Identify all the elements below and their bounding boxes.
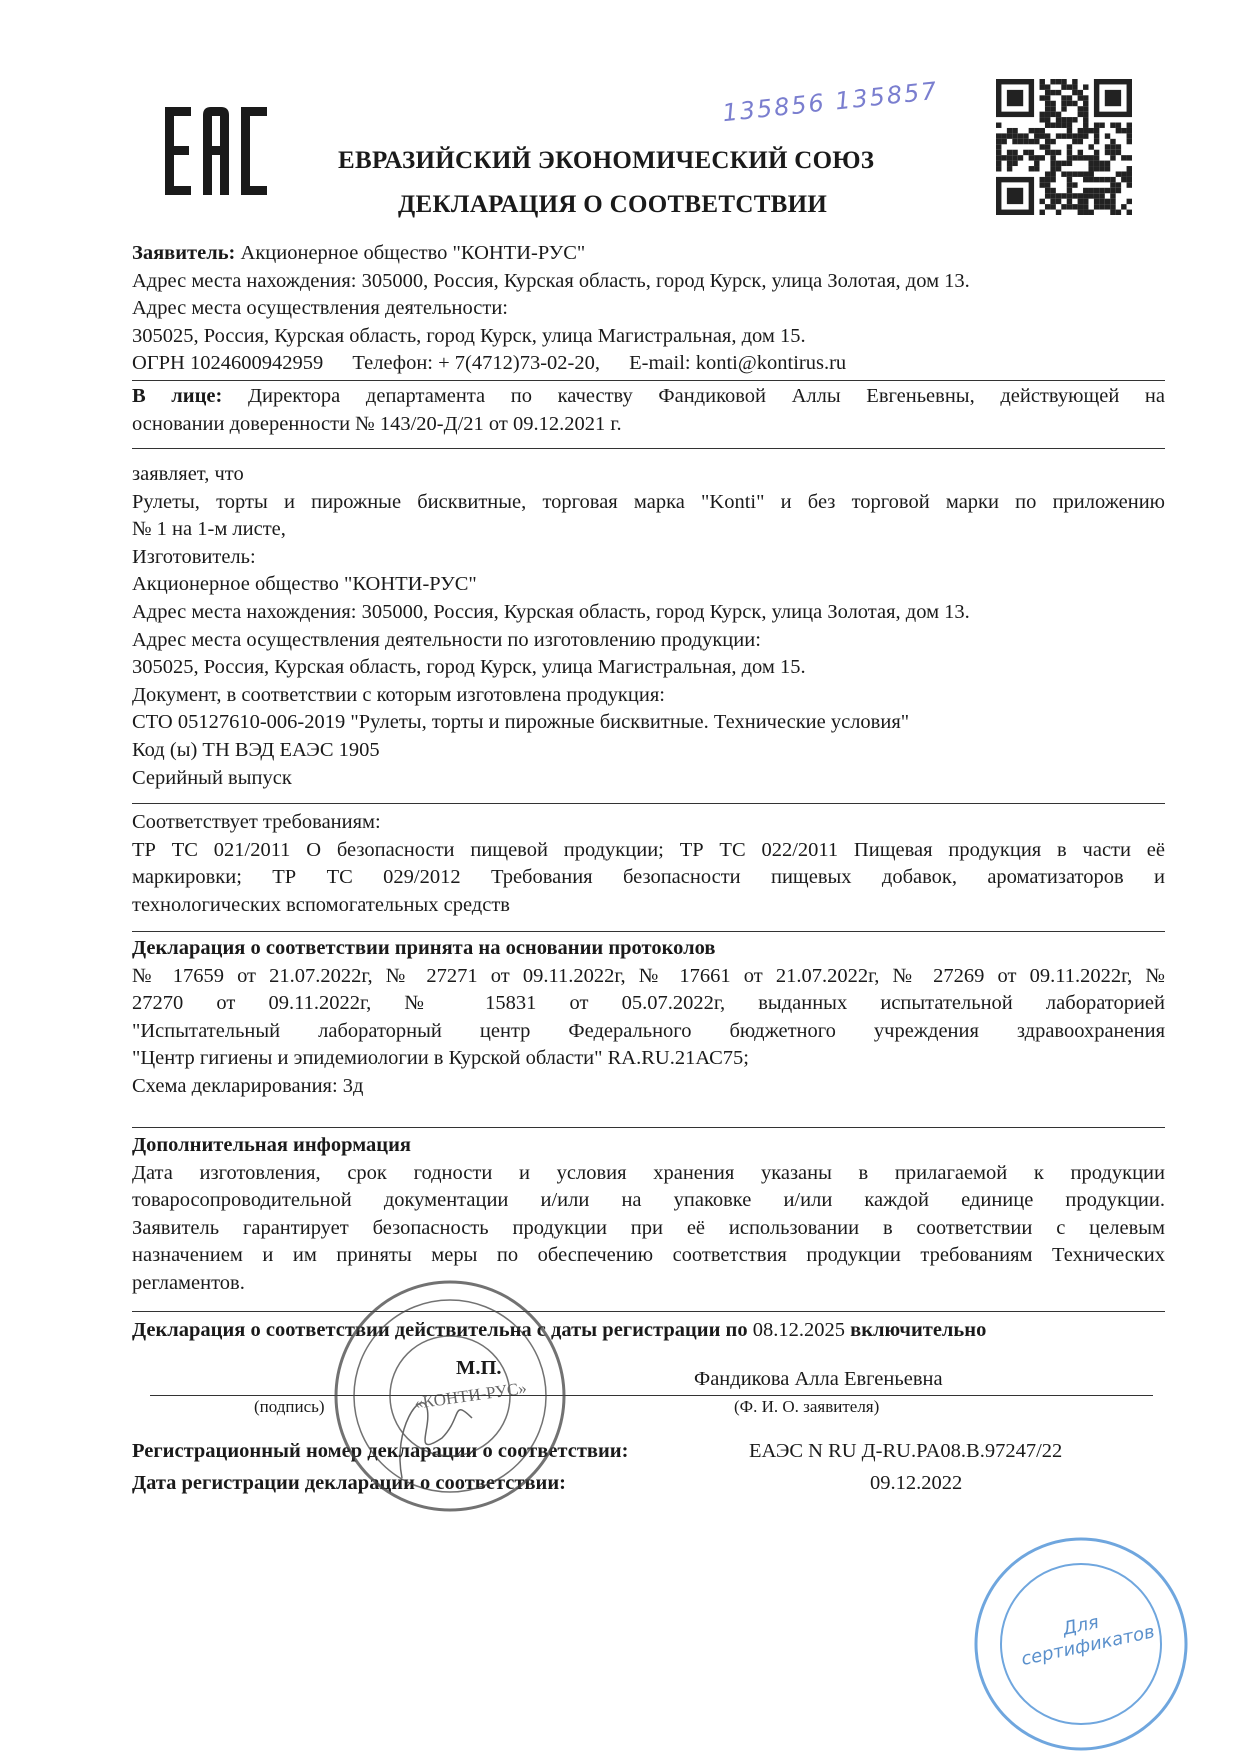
requirements-line: маркировки; ТР ТС 029/2012 Требования безопасности пищевых добавок, ароматизаторов и: [132, 866, 1165, 889]
registration-number: ЕАЭС N RU Д-RU.PA08.B.97247/22: [749, 1440, 1063, 1462]
divider: [132, 931, 1165, 932]
contacts-line: ОГРН 1024600942959 Телефон: + 7(4712)73-02-20, E-mail: konti@kontirus.ru: [132, 352, 847, 375]
certificate-stamp-text: Для сертификатов: [1019, 1611, 1157, 1671]
protocols-line: "Центр гигиены и эпидемиологии в Курской области" RA.RU.21АС75;: [132, 1047, 749, 1070]
handwritten-numbers: 135856 135857: [721, 76, 940, 128]
declares-line: 305025, Россия, Курская область, город Курск, улица Магистральная, дом 15.: [132, 656, 806, 679]
protocols-line: "Испытательный лабораторный центр Федерального бюджетного учреждения здравоохранения: [132, 1019, 1165, 1042]
eac-logo: [163, 105, 271, 197]
declares-line: Изготовитель:: [132, 545, 256, 568]
additional-line: Заявитель гарантирует безопасность продукции при её использовании в соответствии с целевым: [132, 1216, 1165, 1239]
declares-line: Рулеты, торты и пирожные бисквитные, торговая марка "Konti" и без торговой марки по приложению: [132, 490, 1165, 513]
signature-label: (подпись): [254, 1397, 325, 1416]
registration-date: 09.12.2022: [870, 1472, 963, 1494]
protocols-line: Схема декларирования: 3д: [132, 1075, 364, 1097]
requirements-line: Соответствует требованиям:: [132, 811, 381, 833]
representative-line-1: В лице: Директора департамента по качеству Фандиковой Аллы Евгеньевны, действующей на: [132, 385, 1165, 407]
document-title: ДЕКЛАРАЦИЯ О СООТВЕТСТВИИ: [398, 191, 828, 218]
signature-line: [150, 1395, 1153, 1396]
declares-line: Код (ы) ТН ВЭД ЕАЭС 1905: [132, 739, 380, 761]
declares-line: Документ, в соответствии с которым изготовлена продукция:: [132, 683, 665, 706]
requirements-line: ТР ТС 021/2011 О безопасности пищевой продукции; ТР ТС 022/2011 Пищевая продукция в части её: [132, 838, 1165, 861]
declares-line: заявляет, что: [132, 463, 244, 485]
company-stamp-text: «КОНТИ-РУС»: [413, 1378, 528, 1413]
declares-line: СТО 05127610-006-2019 "Рулеты, торты и пирожные бисквитные. Технические условия": [132, 711, 910, 734]
protocols-line: № 17659 от 21.07.2022г, № 27271 от 09.11.2022г, № 17661 от 21.07.2022г, № 27269 от 09.11.2022г, №: [132, 964, 1165, 987]
company-stamp: [332, 1278, 568, 1514]
registration-date-label: Дата регистрации декларации о соответствии:: [132, 1472, 566, 1494]
validity-line: Декларация о соответствии действительна с даты регистрации по 08.12.2025 включительно: [132, 1319, 987, 1341]
activity-label: Адрес места осуществления деятельности:: [132, 297, 509, 320]
declares-line: Серийный выпуск: [132, 766, 292, 789]
requirements-line: технологических вспомогательных средств: [132, 893, 510, 916]
applicant-address: Адрес места нахождения: 305000, Россия, Курская область, город Курск, улица Золотая, дом 13.: [132, 269, 970, 292]
additional-line: товаросопроводительной документации и/или на упаковке и/или каждой единице продукции.: [132, 1189, 1165, 1212]
additional-line: Дата изготовления, срок годности и условия хранения указаны в прилагаемой к продукции: [132, 1161, 1165, 1184]
mp-label: М.П.: [456, 1357, 502, 1379]
protocols-heading: Декларация о соответствии принята на основании протоколов: [132, 937, 716, 959]
qr-code: [996, 79, 1132, 215]
divider: [132, 1127, 1165, 1128]
divider: [132, 448, 1165, 449]
declares-line: Акционерное общество "КОНТИ-РУС": [132, 573, 477, 596]
protocols-line: 27270 от 09.11.2022г, № 15831 от 05.07.2022г, выданных испытательной лабораторией: [132, 992, 1165, 1015]
applicant-line: Заявитель: Акционерное общество "КОНТИ-РУС": [132, 242, 586, 264]
fio-label: (Ф. И. О. заявителя): [734, 1397, 880, 1416]
declares-line: Адрес места осуществления деятельности по изготовлению продукции:: [132, 628, 761, 651]
additional-line: назначением и им приняты меры по обеспечению соответствия продукции требованиям Технических: [132, 1244, 1165, 1267]
signer-name: Фандикова Алла Евгеньевна: [694, 1368, 943, 1390]
activity-address: 305025, Россия, Курская область, город Курск, улица Магистральная, дом 15.: [132, 324, 806, 347]
divider: [132, 380, 1165, 381]
divider: [132, 803, 1165, 804]
declares-line: № 1 на 1-м листе,: [132, 518, 286, 541]
union-title: ЕВРАЗИЙСКИЙ ЭКОНОМИЧЕСКИЙ СОЮЗ: [338, 147, 875, 174]
representative-line-2: основании доверенности № 143/20-Д/21 от 09.12.2021 г.: [132, 412, 622, 435]
certificate-stamp: [972, 1535, 1190, 1753]
declares-line: Адрес места нахождения: 305000, Россия, Курская область, город Курск, улица Золотая, дом 13.: [132, 601, 970, 623]
additional-heading: Дополнительная информация: [132, 1134, 411, 1156]
registration-number-label: Регистрационный номер декларации о соответствии:: [132, 1440, 629, 1462]
divider: [132, 1311, 1165, 1312]
additional-line: регламентов.: [132, 1272, 245, 1294]
